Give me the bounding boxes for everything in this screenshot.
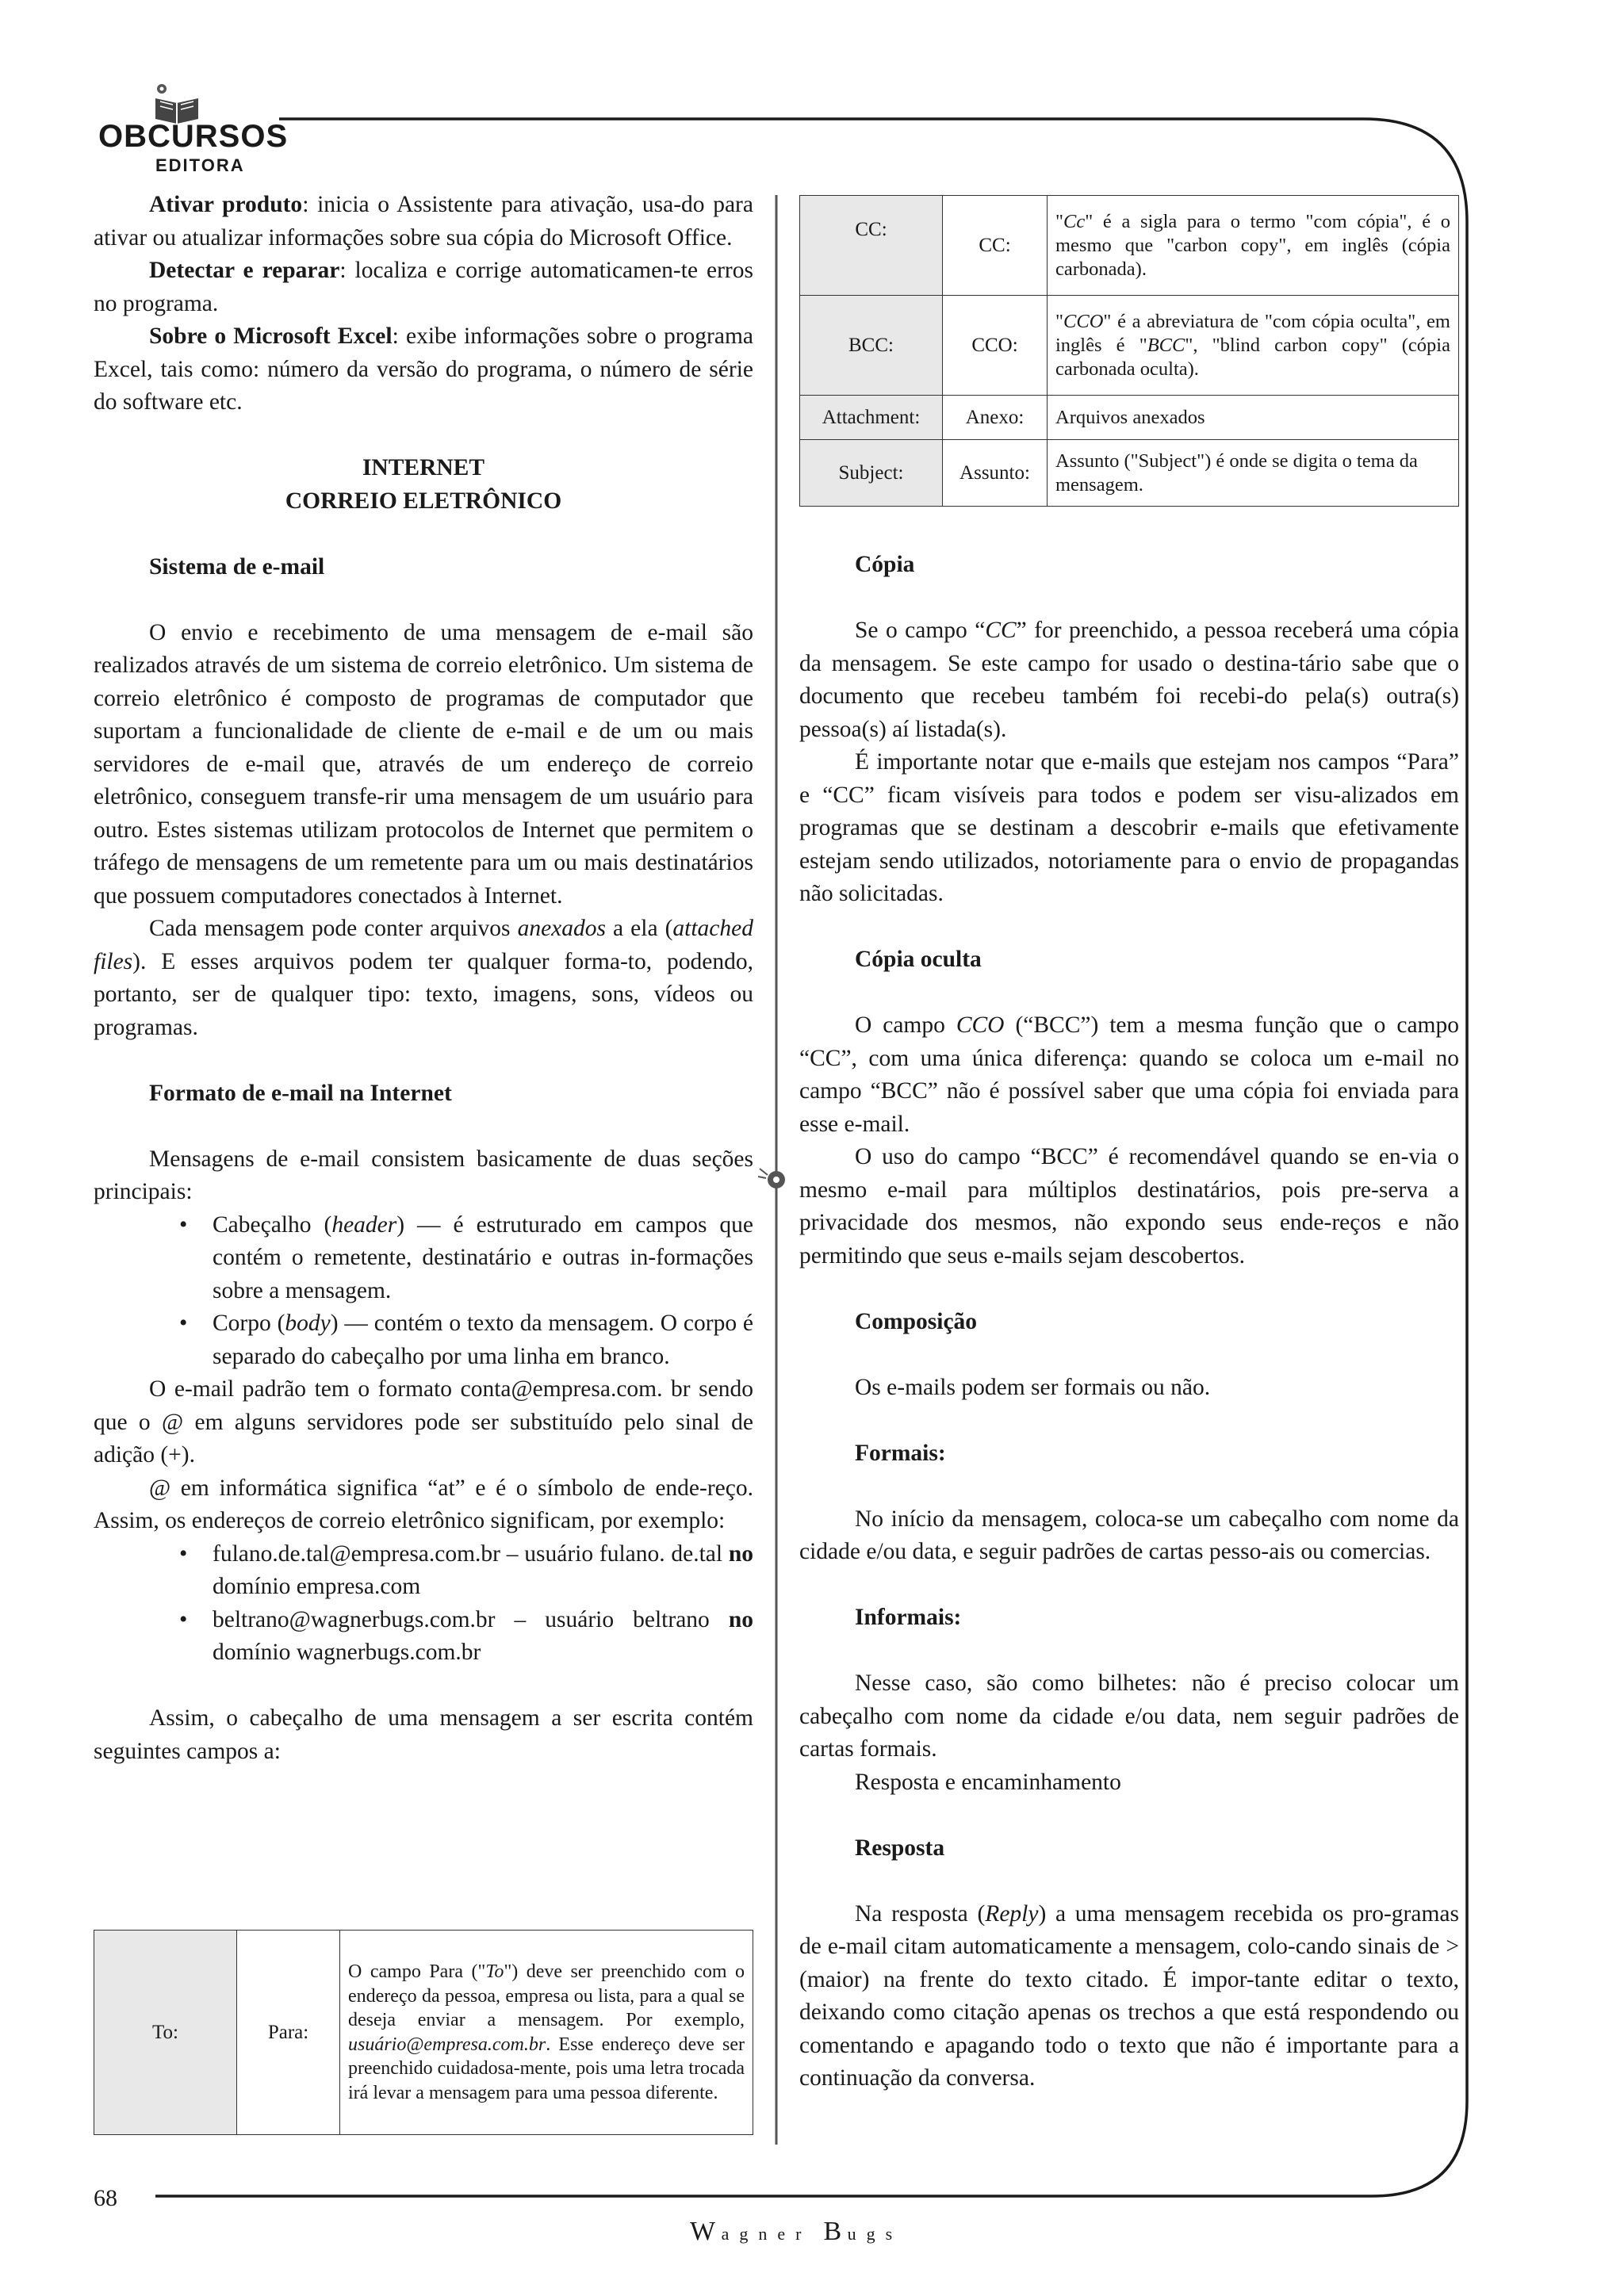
paragraph-resposta-encaminhamento: Resposta e encaminhamento	[855, 1769, 1121, 1795]
field-name-en: Subject:	[800, 440, 943, 507]
email-fields-table	[799, 195, 1459, 507]
brand-name: OBCURSOS	[98, 119, 289, 154]
paragraph-arroba: @ em informática significa “at” e é o símbolo de ende-reço. Assim, os endereços de correio eletrônico significam, por exemplo:	[94, 1475, 753, 1533]
field-name-pt: CC:	[943, 196, 1048, 296]
paragraph-composicao: Os e-mails podem ser formais ou não.	[855, 1374, 1211, 1400]
paragraph-copia-1: Se o campo “CC” for preenchido, a pessoa receberá uma cópia da mensagem. Se este campo for usado o destina-tário sabe que o documento que recebeu também foi recebi-do pela(s) outra(s) pessoa(s) aí listada(s).	[799, 618, 1459, 742]
paragraph-ativar-produto: Ativar produto: inicia o Assistente para ativação, usa-do para ativar ou atualizar informações sobre sua cópia do Microsoft Office.	[94, 192, 753, 251]
right-column	[799, 549, 1459, 2095]
field-description: "CCO" é a abreviatura de "com cópia oculta", em inglês é "BCC", "blind carbon copy" (cópia carbonada oculta).	[1048, 296, 1459, 396]
heading-formais: Formais:	[855, 1440, 946, 1466]
paragraph-sistema-email: O envio e recebimento de uma mensagem de e-mail são realizados através de um sistema de correio eletrônico. Um sistema de correio eletrônico é composto de programas de computador que suportam a funcionalidade de cliente de e-mail e de um ou mais servidores de e-mail que, através de um endereço de correio eletrônico, conseguem transfe-rir uma mensagem de um usuário para outro. Estes sistemas utilizam protocolos de Internet que permitem o tráfego de mensagens de um remetente para um ou mais destinatários que possuem computadores conectados à Internet.	[94, 619, 753, 909]
field-description: Assunto ("Subject") é onde se digita o tema da mensagem.	[1048, 440, 1459, 507]
brand-subtitle: EDITORA	[155, 155, 245, 175]
table-row	[94, 1931, 753, 2135]
section-title-internet: INTERNET	[362, 455, 485, 480]
paragraph-informais: Nesse caso, são como bilhetes: não é preciso colocar um cabeçalho com nome da cidade e/ou data, nem seguir padrões de cartas formais.	[799, 1670, 1459, 1762]
publisher-logo	[94, 65, 289, 176]
field-name-en: Attachment:	[800, 396, 943, 440]
paragraph-oculta-1: O campo CCO (“BCC”) tem a mesma função que o campo “CC”, com uma única diferença: quando se coloca um e-mail no campo “BCC” não é possível saber que uma cópia foi enviada para esse e-mail.	[799, 1012, 1460, 1137]
heading-composicao: Composição	[855, 1308, 978, 1334]
email-fields-table-to	[94, 1930, 753, 2135]
heading-formato-email: Formato de e-mail na Internet	[149, 1080, 452, 1106]
paragraph-assim: Assim, o cabeçalho de uma mensagem a ser escrita contém seguintes campos a:	[94, 1705, 753, 1764]
field-name-en: CC:	[800, 196, 943, 296]
paragraph-resposta: Na resposta (Reply) a uma mensagem recebida os pro-gramas de e-mail citam automaticamente a mensagem, colo-cando sinais de > (maior) na frente do texto citado. É impor-tante editar o texto, deixando como citação apenas os trechos a que está respondendo ou comentando e apagando todo o texto que não é importante para a continuação da conversa.	[799, 1900, 1459, 2091]
heading-informais: Informais:	[855, 1605, 962, 1630]
field-name-pt: CCO:	[943, 296, 1048, 396]
heading-copia-oculta: Cópia oculta	[855, 947, 982, 972]
table-row	[800, 196, 1459, 296]
paragraph-oculta-2: O uso do campo “BCC” é recomendável quando se en-via o mesmo e-mail para múltiplos destinatários, pois pre-serva a privacidade dos mesmos, não expondo seus ende-reços e não permitindo que seus e-mails sejam descobertos.	[799, 1144, 1459, 1269]
table-row	[800, 440, 1459, 507]
list-item: • Cabeçalho (header) — é estruturado em campos que contém o remetente, destinatário e outras in-formações sobre a mensagem.	[179, 1211, 753, 1303]
list-item: • fulano.de.tal@empresa.com.br – usuário fulano. de.tal no domínio empresa.com	[179, 1540, 753, 1599]
paragraph-formato: Mensagens de e-mail consistem basicamente de duas seções principais:	[94, 1146, 753, 1204]
paragraph-email-padrao: O e-mail padrão tem o formato conta@empresa.com. br sendo que o @ em alguns servidores pode ser substituído pelo sinal de adição (+).	[94, 1376, 753, 1468]
book-logo-icon	[151, 82, 203, 124]
list-secoes	[94, 1209, 753, 1374]
left-column	[94, 189, 753, 1768]
table-row	[800, 396, 1459, 440]
list-item: • Corpo (body) — contém o texto da mensagem. O corpo é separado do cabeçalho por uma linha em branco.	[179, 1311, 753, 1369]
list-exemplos	[94, 1538, 753, 1670]
paragraph-copia-2: É importante notar que e-mails que estejam nos campos “Para” e “CC” ficam visíveis para todos e podem ser visu-alizados em programas que se destinam a descobrir e-mails que efetivamente estejam sendo utilizados, notoriamente para o envio de propagandas não solicitadas.	[799, 749, 1459, 906]
field-name-pt: Anexo:	[943, 396, 1048, 440]
field-name-pt: Para:	[237, 1931, 340, 2135]
paragraph-formais: No início da mensagem, coloca-se um cabeçalho com nome da cidade e/ou data, e seguir padrões de cartas pesso-ais ou comercias.	[799, 1506, 1459, 1564]
table-row	[800, 296, 1459, 396]
section-title-correio: CORREIO ELETRÔNICO	[285, 488, 562, 514]
list-item: • beltrano@wagnerbugs.com.br – usuário beltrano no domínio wagnerbugs.com.br	[179, 1606, 753, 1665]
field-name-pt: Assunto:	[943, 440, 1048, 507]
field-description: "Cc" é a sigla para o termo "com cópia", é o mesmo que "carbon copy", em inglês (cópia carbonada).	[1048, 196, 1459, 296]
divider-ornament-icon	[758, 1169, 785, 1188]
paragraph-sobre-excel: Sobre o Microsoft Excel: exibe informações sobre o programa Excel, tais como: número da versão do programa, o número de série do software etc.	[94, 323, 753, 415]
paragraph-detectar-reparar: Detectar e reparar: localiza e corrige automaticamen-te erros no programa.	[94, 258, 753, 316]
heading-sistema-email: Sistema de e-mail	[149, 553, 325, 580]
paragraph-anexos: Cada mensagem pode conter arquivos anexados a ela (attached files). E esses arquivos podem ter qualquer forma-to, podendo, portanto, ser de qualquer tipo: texto, imagens, sons, vídeos ou programas.	[94, 916, 753, 1040]
field-name-en: BCC:	[800, 296, 943, 396]
field-description: O campo Para ("To") deve ser preenchido com o endereço da pessoa, empresa ou lista, para a qual se deseja enviar a mensagem. Por exemplo, usuário@empresa.com.br. Esse endereço deve ser preenchido cuidadosa-mente, pois uma letra trocada irá levar a mensagem para uma pessoa diferente.	[340, 1931, 753, 2135]
field-name-en: To:	[94, 1931, 237, 2135]
field-description: Arquivos anexados	[1048, 396, 1459, 440]
footer-author: W agner B ugs	[690, 2217, 903, 2246]
page-number: 68	[94, 2185, 117, 2211]
heading-resposta: Resposta	[855, 1835, 945, 1861]
heading-copia: Cópia	[855, 552, 915, 577]
